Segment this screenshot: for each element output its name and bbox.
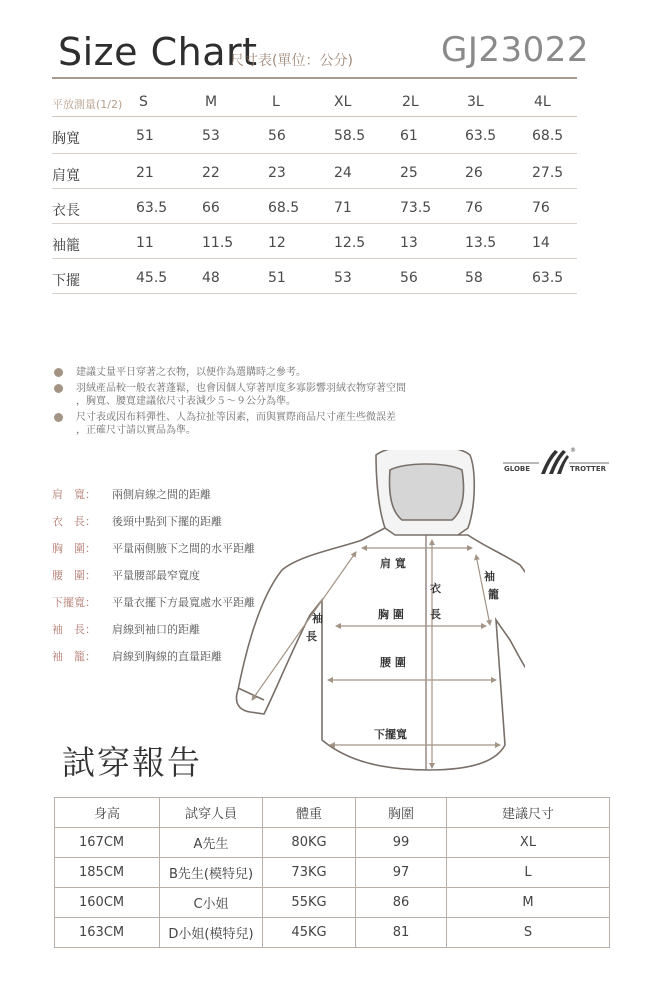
definition-desc: 肩線到胸線的直量距離	[112, 650, 222, 663]
table-cell: 76	[465, 200, 483, 216]
length-label: 衣	[430, 582, 441, 595]
definition-term: 袖 籠：	[52, 650, 96, 663]
table-cell: 13.5	[465, 235, 497, 251]
definition-desc: 後頸中點到下擺的距離	[112, 515, 222, 528]
table-cell: M	[447, 888, 610, 918]
page-subtitle: 尺寸表(單位：公分)	[230, 53, 353, 69]
model-number: GJ23022	[441, 30, 590, 70]
definition-desc: 平量兩側腋下之間的水平距離	[112, 542, 255, 555]
table-cell: 48	[202, 270, 220, 286]
table-cell: 63.5	[465, 128, 497, 144]
table-cell: 45KG	[263, 918, 356, 948]
size-row-length	[52, 189, 577, 224]
table-cell: 51	[136, 128, 154, 144]
size-row-shoulder	[52, 154, 577, 189]
table-header-row	[55, 798, 610, 828]
column-header: 建議尺寸	[447, 798, 610, 828]
table-cell: 24	[334, 165, 352, 181]
table-cell: 73.5	[400, 200, 432, 216]
notes-list	[52, 366, 552, 440]
size-header: M	[205, 94, 218, 110]
note-text: 尺寸表或因布料彈性、人為拉扯等因素，而與實際商品尺寸產生些微誤差	[76, 412, 396, 423]
armhole-label: 籠	[488, 588, 499, 601]
table-cell: 63.5	[136, 200, 168, 216]
table-cell: 21	[136, 165, 154, 181]
table-cell: 73KG	[263, 858, 356, 888]
definition-term: 衣 長：	[52, 515, 96, 528]
table-cell: 81	[356, 918, 447, 948]
table-cell: 56	[268, 128, 286, 144]
table-row	[55, 828, 610, 858]
table-cell: 26	[465, 165, 483, 181]
table-cell: 12	[268, 235, 286, 251]
armhole-label: 袖	[484, 570, 495, 583]
table-cell: 185CM	[55, 858, 160, 888]
table-cell: 68.5	[268, 200, 300, 216]
definition-desc: 兩側肩線之間的距離	[112, 488, 211, 501]
table-cell: D小姐(模特兒)	[160, 918, 263, 948]
note-text: 建議丈量平日穿著之衣物，以便作為選購時之參考。	[76, 367, 306, 378]
row-label: 胸寬	[52, 131, 80, 147]
table-cell: 76	[532, 200, 550, 216]
table-cell: 58.5	[334, 128, 366, 144]
definition-term: 胸 圍：	[52, 542, 96, 555]
table-cell: 71	[334, 200, 352, 216]
table-cell: 53	[202, 128, 220, 144]
row-label: 衣長	[52, 203, 80, 219]
table-cell: 22	[202, 165, 220, 181]
size-header: 2L	[402, 94, 419, 110]
table-cell: 13	[400, 235, 418, 251]
table-cell: 11.5	[202, 235, 234, 251]
bullet-icon	[54, 384, 63, 393]
size-row-armhole	[52, 224, 577, 259]
size-table-header	[52, 88, 577, 117]
table-cell: 160CM	[55, 888, 160, 918]
size-header: S	[139, 94, 148, 110]
bullet-icon	[54, 368, 63, 377]
hood-inner	[390, 464, 464, 520]
table-row	[55, 858, 610, 888]
column-header: 試穿人員	[160, 798, 263, 828]
list-item	[52, 366, 552, 379]
table-cell: 68.5	[532, 128, 564, 144]
definition-desc: 平量腰部最窄寬度	[112, 569, 200, 582]
table-cell: S	[447, 918, 610, 948]
table-cell: 55KG	[263, 888, 356, 918]
table-cell: 80KG	[263, 828, 356, 858]
size-header: 3L	[467, 94, 484, 110]
table-cell: 53	[334, 270, 352, 286]
table-cell: 56	[400, 270, 418, 286]
hem-label: 下擺寬	[374, 728, 407, 741]
size-table	[52, 88, 577, 294]
table-row	[55, 888, 610, 918]
column-header: 胸圍	[356, 798, 447, 828]
table-row	[55, 918, 610, 948]
jacket-diagram	[225, 450, 525, 785]
list-item	[52, 382, 552, 408]
page-title: Size Chart	[58, 30, 258, 74]
logo-text-left: GLOBE	[504, 465, 531, 473]
row-label: 袖籠	[52, 238, 80, 254]
row-label: 下擺	[52, 273, 80, 289]
definition-term: 肩 寬：	[52, 488, 96, 501]
length-label: 長	[430, 608, 441, 621]
table-cell: 27.5	[532, 165, 564, 181]
table-cell: 12.5	[334, 235, 366, 251]
table-cell: 97	[356, 858, 447, 888]
table-cell: B先生(模特兒)	[160, 858, 263, 888]
logo-text-right: TROTTER	[570, 465, 606, 473]
table-cell: 51	[268, 270, 286, 286]
table-cell: 23	[268, 165, 286, 181]
tryon-table	[54, 797, 610, 948]
list-item	[52, 411, 552, 437]
sleeve-label: 袖	[312, 612, 323, 625]
shoulder-label: 肩 寬	[380, 557, 406, 570]
table-cell: C小姐	[160, 888, 263, 918]
table-cell: 58	[465, 270, 483, 286]
size-row-chest	[52, 117, 577, 154]
table-cell: L	[447, 858, 610, 888]
definition-term: 腰 圍：	[52, 569, 96, 582]
title-divider	[52, 77, 577, 79]
bullet-icon	[54, 413, 63, 422]
cuff-left	[238, 688, 264, 700]
waist-label: 腰 圍	[380, 656, 406, 669]
table-cell: 14	[532, 235, 550, 251]
table-cell: 66	[202, 200, 220, 216]
size-header: XL	[334, 94, 352, 110]
table-cell: XL	[447, 828, 610, 858]
table-cell: 86	[356, 888, 447, 918]
table-cell: 61	[400, 128, 418, 144]
note-text: ，胸寬、腰寬建議依尺寸表減少５～９公分為準。	[76, 396, 296, 407]
table-cell: 25	[400, 165, 418, 181]
size-header: 4L	[534, 94, 551, 110]
table-cell: 45.5	[136, 270, 168, 286]
column-header: 體重	[263, 798, 356, 828]
size-header: L	[272, 94, 280, 110]
definition-desc: 平量衣擺下方最寬處水平距離	[112, 596, 255, 609]
table-cell: 63.5	[532, 270, 564, 286]
table-cell: 167CM	[55, 828, 160, 858]
registered-mark: ®	[570, 447, 576, 454]
row-label: 肩寬	[52, 168, 80, 184]
definition-term: 下擺寬：	[52, 596, 96, 609]
chest-label: 胸 圍	[378, 608, 404, 621]
column-header: 身高	[55, 798, 160, 828]
definition-desc: 肩線到袖口的距離	[112, 623, 200, 636]
tryon-title: 試穿報告	[62, 743, 202, 782]
definition-term: 袖 長：	[52, 623, 96, 636]
size-row-hem	[52, 259, 577, 294]
sleeve-label: 長	[306, 630, 317, 643]
table-cell: 11	[136, 235, 154, 251]
measure-method-label: 平放測量(1/2)	[52, 98, 123, 111]
note-text: ，正確尺寸請以實品為準。	[76, 425, 196, 436]
table-cell: 163CM	[55, 918, 160, 948]
table-cell: A先生	[160, 828, 263, 858]
table-cell: 99	[356, 828, 447, 858]
note-text: 羽絨產品較一般衣著蓬鬆，也會因個人穿著厚度多寡影響羽絨衣物穿著空間	[76, 383, 406, 394]
